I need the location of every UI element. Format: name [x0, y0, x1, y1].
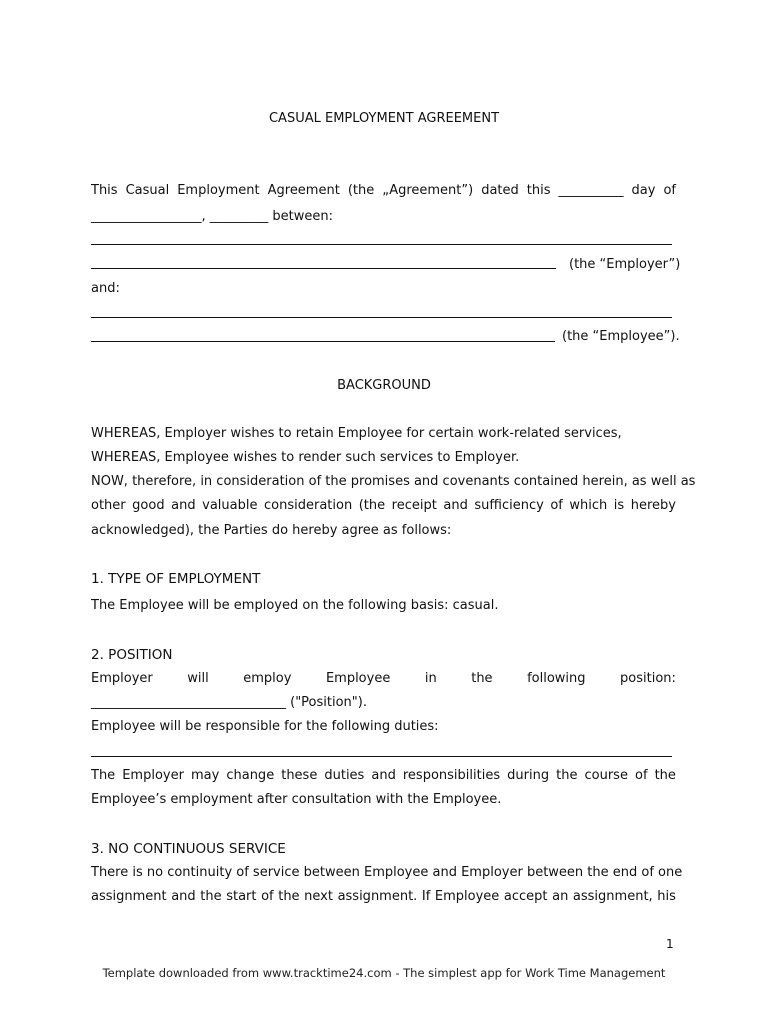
- word: Employee: [325, 671, 391, 686]
- word: day: [631, 183, 656, 198]
- word: (the: [358, 498, 386, 513]
- employer-blank-line-1[interactable]: [91, 244, 672, 245]
- word: of: [261, 889, 274, 904]
- word: sufficiency: [474, 498, 544, 513]
- employee-blank-line-1[interactable]: [91, 317, 672, 318]
- section-2-line-1: [91, 670, 676, 688]
- word: the: [278, 889, 300, 904]
- word: an: [552, 889, 569, 904]
- word: dated: [481, 183, 519, 198]
- word: the: [556, 768, 578, 783]
- word: If: [421, 889, 431, 904]
- employer-blank-line-2[interactable]: [91, 268, 556, 269]
- word: the: [200, 889, 222, 904]
- word: duties: [324, 768, 365, 783]
- word: Employee: [434, 889, 500, 904]
- whereas-1: WHEREAS, Employer wishes to retain Employee for certain work-related services,: [91, 426, 622, 441]
- section-2-position-line: ______________________________ ("Position").: [91, 695, 367, 710]
- word: the: [654, 768, 676, 783]
- word: change: [226, 768, 275, 783]
- word: employ: [243, 671, 292, 686]
- word: good: [132, 498, 165, 513]
- word: hereby: [630, 498, 676, 513]
- word: may: [190, 768, 220, 783]
- word: responsibilities: [402, 768, 501, 783]
- word: assignment,: [572, 889, 653, 904]
- word: following: [527, 671, 586, 686]
- word: during: [507, 768, 550, 783]
- word: and: [171, 889, 196, 904]
- word: „Agreement”): [382, 183, 474, 198]
- word: next: [304, 889, 333, 904]
- intro-line-2: _________________, _________ between:: [91, 209, 333, 224]
- word: __________: [558, 183, 624, 198]
- word: The: [91, 768, 116, 783]
- section-2-duties-label: Employee will be responsible for the following duties:: [91, 719, 439, 734]
- and-label: and:: [91, 281, 120, 296]
- section-2-line-4: [91, 767, 676, 785]
- word: the: [471, 671, 493, 686]
- word: and: [171, 498, 196, 513]
- background-heading: BACKGROUND: [337, 378, 431, 393]
- word: (the: [347, 183, 375, 198]
- intro-line-1: [91, 182, 676, 200]
- word: This: [91, 183, 118, 198]
- section-2-line-5: Employee’s employment after consultation with the Employee.: [91, 792, 502, 807]
- page-number: 1: [666, 937, 674, 951]
- word: receipt: [391, 498, 437, 513]
- section-1-text: The Employee will be employed on the following basis: casual.: [91, 598, 499, 613]
- word: course: [584, 768, 628, 783]
- word: and: [371, 768, 396, 783]
- word: of: [635, 768, 648, 783]
- word: his: [657, 889, 676, 904]
- word: Employer: [91, 671, 153, 686]
- word: other: [91, 498, 126, 513]
- word: position:: [620, 671, 676, 686]
- whereas-2: WHEREAS, Employee wishes to render such services to Employer.: [91, 450, 520, 465]
- document-title: CASUAL EMPLOYMENT AGREEMENT: [268, 111, 500, 126]
- word: and: [443, 498, 468, 513]
- word: of: [550, 498, 563, 513]
- word: in: [424, 671, 437, 686]
- word: Employer: [122, 768, 184, 783]
- section-3-heading: 3. NO CONTINUOUS SERVICE: [91, 841, 286, 857]
- word: assignment: [91, 889, 167, 904]
- word: assignment.: [337, 889, 418, 904]
- word: start: [226, 889, 257, 904]
- section-3-line-2: [91, 888, 676, 906]
- employer-label: (the “Employer”): [569, 257, 681, 272]
- word: these: [281, 768, 318, 783]
- word: this: [526, 183, 551, 198]
- word: Agreement: [267, 183, 340, 198]
- word: Employment: [177, 183, 260, 198]
- now-line-3: acknowledged), the Parties do hereby agree as follows:: [91, 523, 452, 538]
- employee-blank-line-2[interactable]: [91, 341, 555, 342]
- now-line-1: NOW, therefore, in consideration of the promises and covenants contained herein, as well as: [91, 474, 696, 489]
- duties-blank-line[interactable]: [91, 756, 672, 757]
- footer-text: Template downloaded from www.tracktime24.com - The simplest app for Work Time Management: [102, 966, 666, 980]
- section-2-heading: 2. POSITION: [91, 647, 173, 663]
- word: valuable: [202, 498, 258, 513]
- section-3-line-1: There is no continuity of service between Employee and Employer between the end of one: [91, 865, 683, 880]
- word: consideration: [264, 498, 353, 513]
- word: of: [663, 183, 676, 198]
- word: which: [569, 498, 608, 513]
- now-line-2: [91, 497, 676, 515]
- word: Casual: [125, 183, 170, 198]
- employee-label: (the “Employee”).: [562, 329, 680, 344]
- word: accept: [503, 889, 548, 904]
- word: will: [187, 671, 209, 686]
- word: is: [613, 498, 625, 513]
- section-1-heading: 1. TYPE OF EMPLOYMENT: [91, 571, 261, 587]
